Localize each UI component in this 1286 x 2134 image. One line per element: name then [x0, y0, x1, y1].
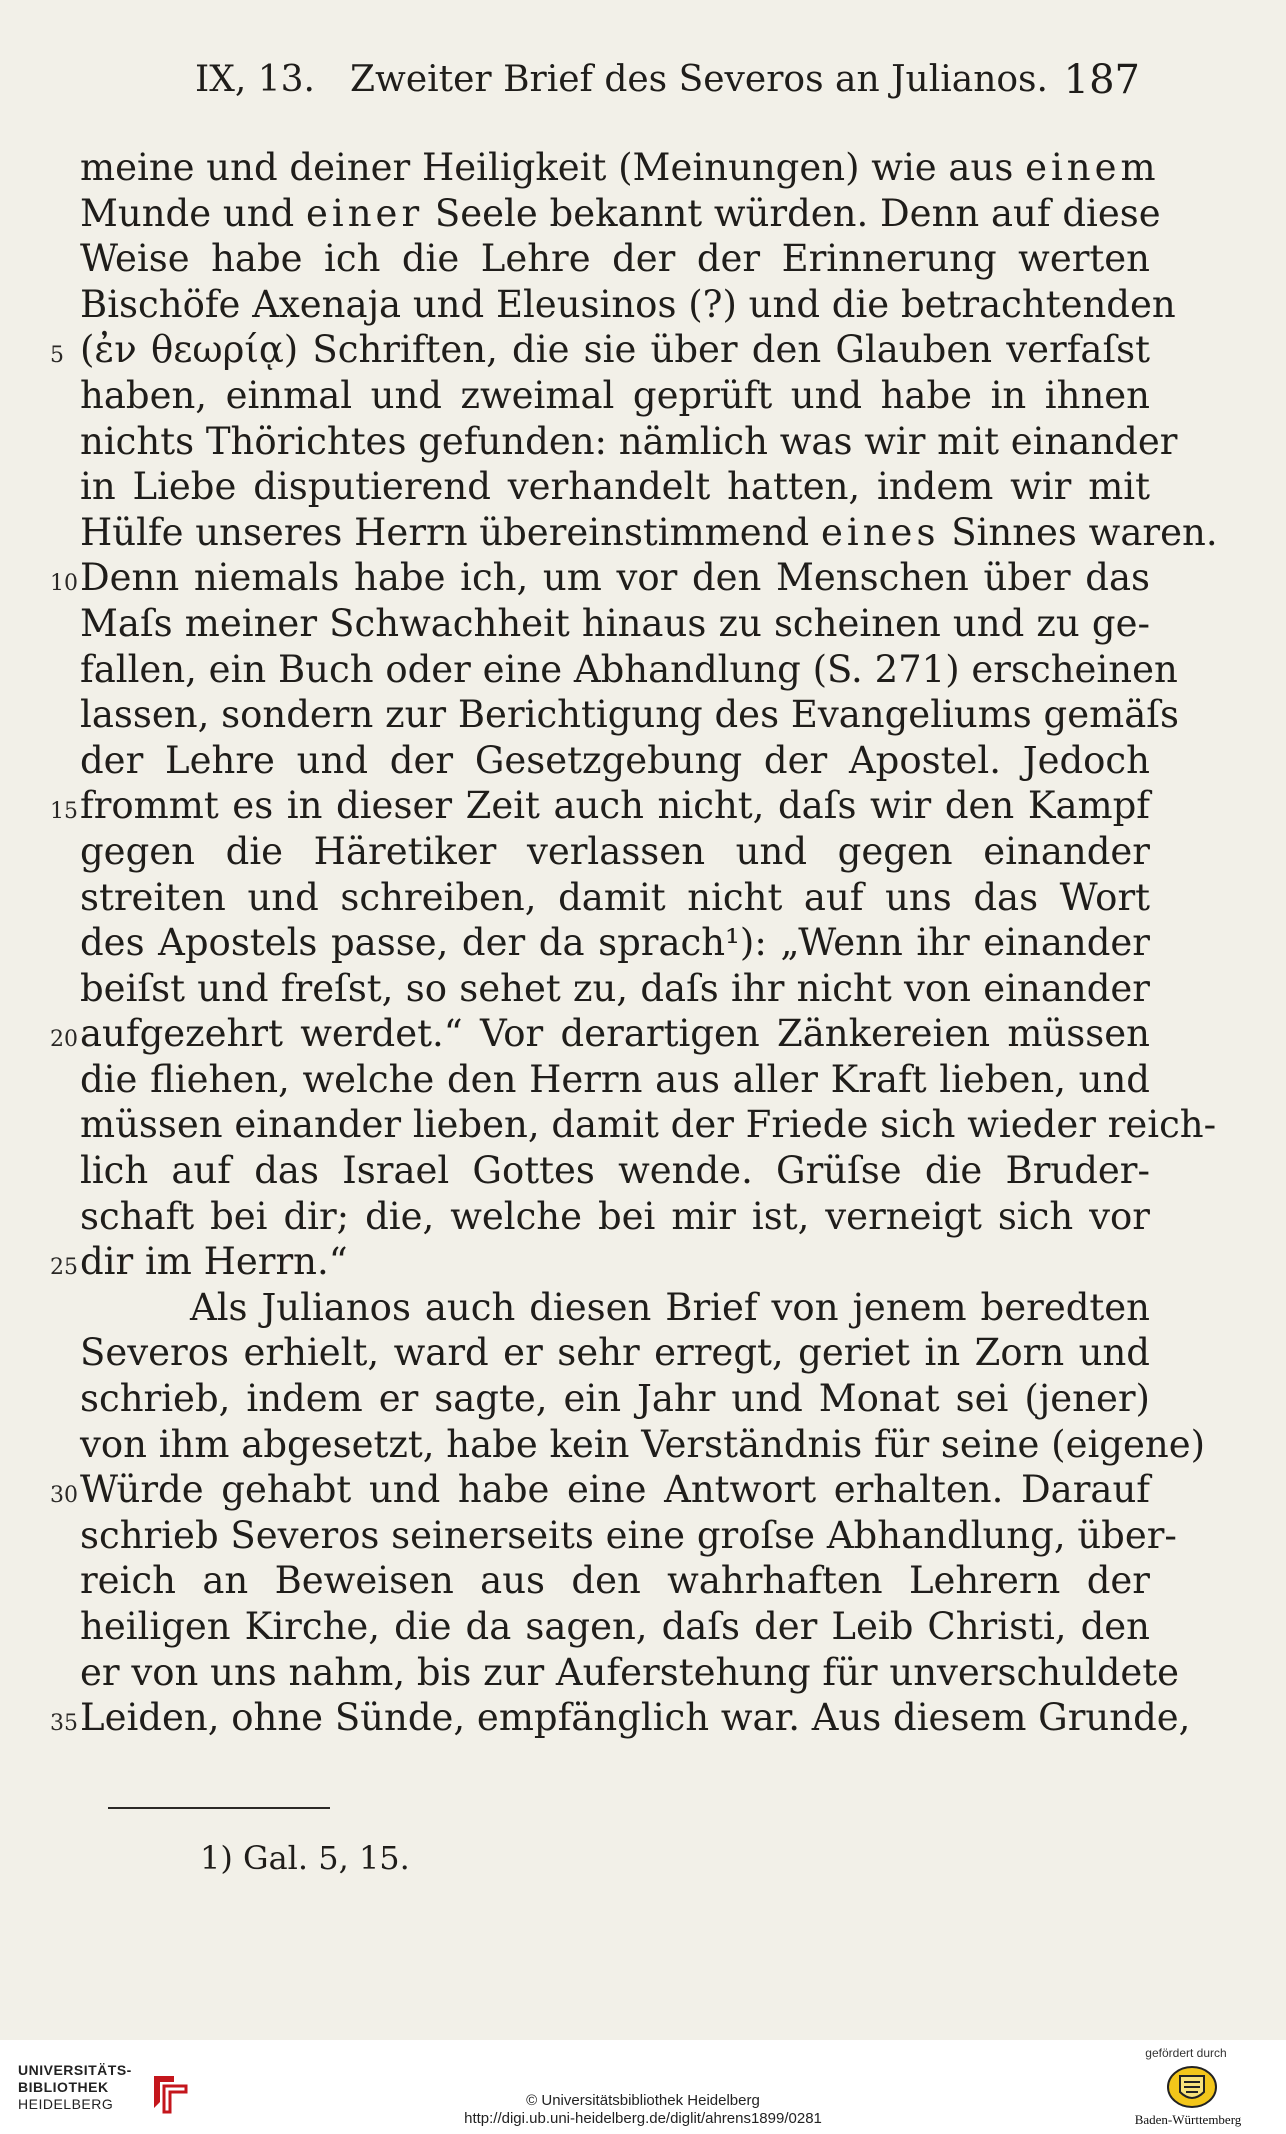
spaced-emphasis: einer	[306, 191, 424, 235]
line-number: 5	[50, 343, 64, 369]
text-segment: in Liebe disputierend verhandelt hatten, indem wir mit	[80, 465, 1150, 509]
text-line	[50, 1011, 1150, 1057]
digitization-footer	[0, 2040, 1286, 2134]
text-line	[80, 1285, 1150, 1331]
text-line	[80, 464, 1150, 510]
text-line	[80, 1102, 1217, 1148]
text-segment: von ihm abgesetzt, habe kein Verständnis für seine (eigene)	[80, 1422, 1206, 1466]
text-line	[80, 1376, 1150, 1422]
library-name-line1: UNIVERSITÄTS-	[18, 2062, 132, 2078]
text-line	[50, 1695, 1191, 1741]
text-segment: schrieb Severos seinerseits eine groſse Abhandlung, über-	[80, 1513, 1177, 1557]
text-line	[80, 692, 1179, 738]
text-segment: schaft bei dir; die, welche bei mir ist, verneigt sich vor	[80, 1194, 1150, 1238]
running-header	[195, 55, 1140, 105]
page-number: 187	[1063, 57, 1140, 103]
text-line	[80, 1330, 1150, 1376]
text-line	[50, 1239, 1150, 1285]
text-line	[80, 191, 1161, 237]
text-line	[80, 966, 1150, 1012]
text-line	[80, 647, 1178, 693]
line-number: 10	[50, 571, 78, 597]
running-title: Zweiter Brief des Severos an Julianos.	[350, 59, 1048, 100]
text-line	[80, 1194, 1150, 1240]
source-url[interactable]: http://digi.ub.uni-heidelberg.de/diglit/ahrens1899/0281	[464, 2110, 822, 2127]
text-line	[80, 920, 1150, 966]
copyright-notice: © Universitätsbibliothek Heidelberg	[526, 2092, 760, 2109]
text-line	[80, 1558, 1150, 1604]
text-line	[80, 373, 1150, 419]
text-segment: Weise habe ich die Lehre der der Erinnerung werten	[80, 237, 1150, 281]
footnote: 1) Gal. 5, 15.	[200, 1839, 410, 1877]
spaced-emphasis: einem	[1025, 146, 1160, 189]
text-segment: aufgezehrt werdet.“ Vor derartigen Zänkereien müssen	[80, 1012, 1150, 1056]
line-number: 20	[50, 1027, 78, 1053]
text-segment: müssen einander lieben, damit der Friede sich wieder reich-	[80, 1103, 1217, 1147]
text-segment: der Lehre und der Gesetzgebung der Apostel. Jedoch	[80, 738, 1150, 782]
text-segment: Denn niemals habe ich, um vor den Menschen über das	[80, 556, 1150, 600]
text-segment: Bischöfe Axenaja und Eleusinos (?) und die betrachtenden	[80, 282, 1176, 326]
library-name-line2: BIBLIOTHEK	[18, 2079, 109, 2095]
text-segment: streiten und schreiben, damit nicht auf uns das Wort	[80, 875, 1150, 919]
text-segment: Maſs meiner Schwachheit hinaus zu scheinen und zu ge-	[80, 601, 1150, 645]
text-line	[80, 282, 1176, 328]
text-segment: Würde gehabt und habe eine Antwort erhalten. Darauf	[80, 1468, 1150, 1512]
text-segment: meine und deiner Heiligkeit (Meinungen) wie aus	[80, 146, 1026, 189]
coat-of-arms-icon	[1166, 2064, 1218, 2110]
text-segment: haben, einmal und zweimal geprüft und habe in ihnen	[80, 373, 1150, 417]
text-segment: die fliehen, welche den Herrn aus aller Kraft lieben, und	[80, 1057, 1150, 1101]
text-line	[80, 829, 1150, 875]
text-line	[50, 1467, 1150, 1513]
text-line	[80, 1057, 1150, 1103]
spaced-emphasis: eines	[820, 510, 940, 554]
text-line	[80, 145, 1160, 191]
footnote-rule	[108, 1807, 330, 1809]
text-segment: nichts Thörichtes gefunden: nämlich was wir mit einander	[80, 419, 1178, 463]
text-segment: des Apostels passe, der da sprach¹): „Wenn ihr einander	[80, 921, 1150, 965]
text-segment: Leiden, ohne Sünde, empfänglich war. Aus diesem Grunde,	[80, 1696, 1191, 1740]
text-segment: Seele bekannt würden. Denn auf diese	[423, 191, 1161, 235]
text-segment: lich auf das Israel Gottes wende. Grüſse die Bruder-	[80, 1149, 1150, 1193]
text-segment: er von uns nahm, bis zur Auferstehung für unverschuldete	[80, 1650, 1180, 1694]
text-line	[50, 555, 1150, 601]
main-text	[50, 145, 1218, 1741]
text-segment: frommt es in dieser Zeit auch nicht, daſs wir den Kampf	[80, 784, 1150, 828]
line-number: 35	[50, 1711, 78, 1737]
text-line	[80, 419, 1178, 465]
text-segment: beiſst und freſst, so sehet zu, daſs ihr nicht von einander	[80, 966, 1150, 1010]
line-number: 15	[50, 799, 78, 825]
text-segment: schrieb, indem er sagte, ein Jahr und Monat sei (jener)	[80, 1377, 1150, 1421]
text-line	[80, 1650, 1180, 1696]
text-segment: Als Julianos auch diesen Brief von jenem beredten	[190, 1285, 1150, 1329]
funder-name: Baden-Württemberg	[1134, 2112, 1242, 2127]
text-segment: Sinnes waren.	[939, 510, 1218, 554]
text-segment: reich an Beweisen aus den wahrhaften Lehrern der	[80, 1559, 1150, 1603]
text-segment: Munde und	[80, 191, 306, 235]
text-segment: heiligen Kirche, die da sagen, daſs der Leib Christi, den	[80, 1605, 1150, 1648]
text-segment: lassen, sondern zur Berichtigung des Evangeliums gemäſs	[80, 693, 1179, 737]
text-line	[80, 1148, 1150, 1194]
text-line	[50, 327, 1150, 373]
section-reference: IX, 13.	[195, 59, 315, 100]
text-segment: gegen die Häretiker verlassen und gegen einander	[80, 829, 1150, 873]
text-line	[50, 783, 1150, 829]
text-line	[80, 236, 1150, 282]
text-segment: dir im Herrn.“	[80, 1240, 348, 1284]
line-number: 25	[50, 1255, 78, 1281]
text-segment: fallen, ein Buch oder eine Abhandlung (S. 271) erscheinen	[80, 647, 1178, 691]
text-line	[80, 875, 1150, 921]
text-segment: Hülfe unseres Herrn übereinstimmend	[80, 510, 821, 554]
library-name-line3: HEIDELBERG	[18, 2096, 114, 2112]
text-line	[80, 738, 1150, 784]
text-line	[80, 601, 1150, 647]
text-line	[80, 1604, 1150, 1650]
text-line	[80, 1513, 1177, 1559]
text-segment: Severos erhielt, ward er sehr erregt, geriet in Zorn und	[80, 1331, 1150, 1375]
text-line	[80, 510, 1218, 556]
line-number: 30	[50, 1483, 78, 1509]
funded-by-label: gefördert durch	[1145, 2046, 1227, 2060]
text-segment: (ἐν θεωρίᾳ) Schriften, die sie über den Glauben verfaſst	[80, 328, 1150, 372]
text-line	[80, 1422, 1206, 1468]
